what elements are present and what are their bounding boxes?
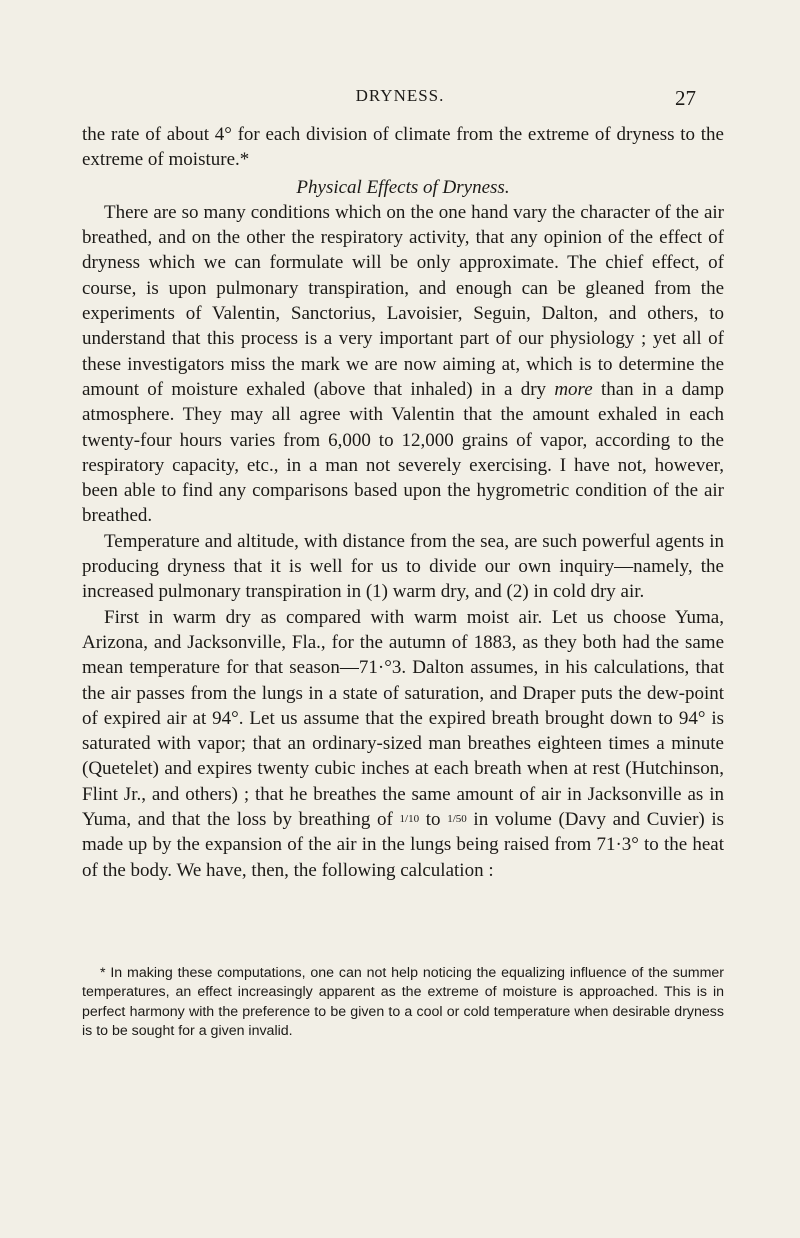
emphasis-more: more [554, 378, 593, 400]
fraction-one-fiftieth: 1/50 [447, 813, 467, 826]
paragraph-continuation: the rate of about 4° for each division of climate from the extreme of dryness to the extreme of moisture.* [82, 124, 724, 171]
body-text [82, 122, 724, 883]
paragraph-temperature-altitude: Temperature and altitude, with distance from the sea, are such powerful agents in producing dryness that it is well for us to divide our own inquiry—namely, the increased pulmonary transpiration in (1) warm dry, and (2) in cold dry air. [82, 530, 724, 603]
footnote: * In making these computations, one can not help noticing the equalizing influence of the summer temperatures, an effect increasingly apparent as the extreme of moisture is approached. This is in perfect harmony with the preference to be given to a cool or cold temperature when desirable dryness is to be sought for a given invalid. [82, 965, 724, 1039]
paragraph-text: than in a damp atmosphere. They may all agree with Valentin that the amount exhaled in each twenty-four hours varies from 6,000 to 12,000 grains of vapor, according to the respiratory capacity, etc., in a man not severely exercising. I have not, however, been able to find any comparisons based upon the hygrometric condition of the air breathed. [82, 378, 724, 527]
paragraph-text: in volume (Davy and Cuvier) is made up by the expansion of the air in the lungs being raised from 71·3° to the heat of the body. We have, then, the following calculation : [82, 809, 725, 881]
page-number: 27 [675, 86, 696, 110]
paragraph-physical-effects [82, 200, 724, 529]
paragraph-text: First in warm dry as compared with warm moist air. Let us choose Yuma, Arizona, and Jacksonville, Fla., for the autumn of 1883, as they both had the same mean temperature for that season—71·°3. Dalton assumes, in his calculations, that the air passes from the lungs in a state of saturation, and Draper puts the dew-point of expired air at 94°. Let us assume that the expired breath brought down to 94° is saturated with vapor; that an ordinary-sized man breathes eighteen times a minute (Quetelet) and expires twenty cubic inches at each breath when at rest (Hutchinson, Flint Jr., and others) ; that he breathes the same amount of air in Jacksonville as in Yuma, and that the loss by breathing of [82, 606, 724, 831]
running-title: DRYNESS. [355, 86, 445, 105]
paragraph-text: to [425, 809, 441, 831]
fraction-one-tenth: 1/10 [399, 813, 420, 826]
paragraph-warm-dry [82, 605, 724, 883]
paragraph-text: There are so many conditions which on the one hand vary the character of the air breathed, and on the other the respiratory activity, that any opinion of the effect of dryness which we can formulate will be only approximate. The chief effect, of course, is upon pulmonary transpiration, and enough can be gleaned from the experiments of Valentin, Sanctorius, Lavoisier, Seguin, Dalton, and others, to understand that this process is a very important part of our physiology ; yet all of these investigators miss the mark we are now aiming at, which is to determine the amount of moisture exhaled (above that inhaled) in a dry [82, 201, 724, 400]
running-head [0, 86, 800, 110]
section-heading: Physical Effects of Dryness. [296, 176, 510, 198]
